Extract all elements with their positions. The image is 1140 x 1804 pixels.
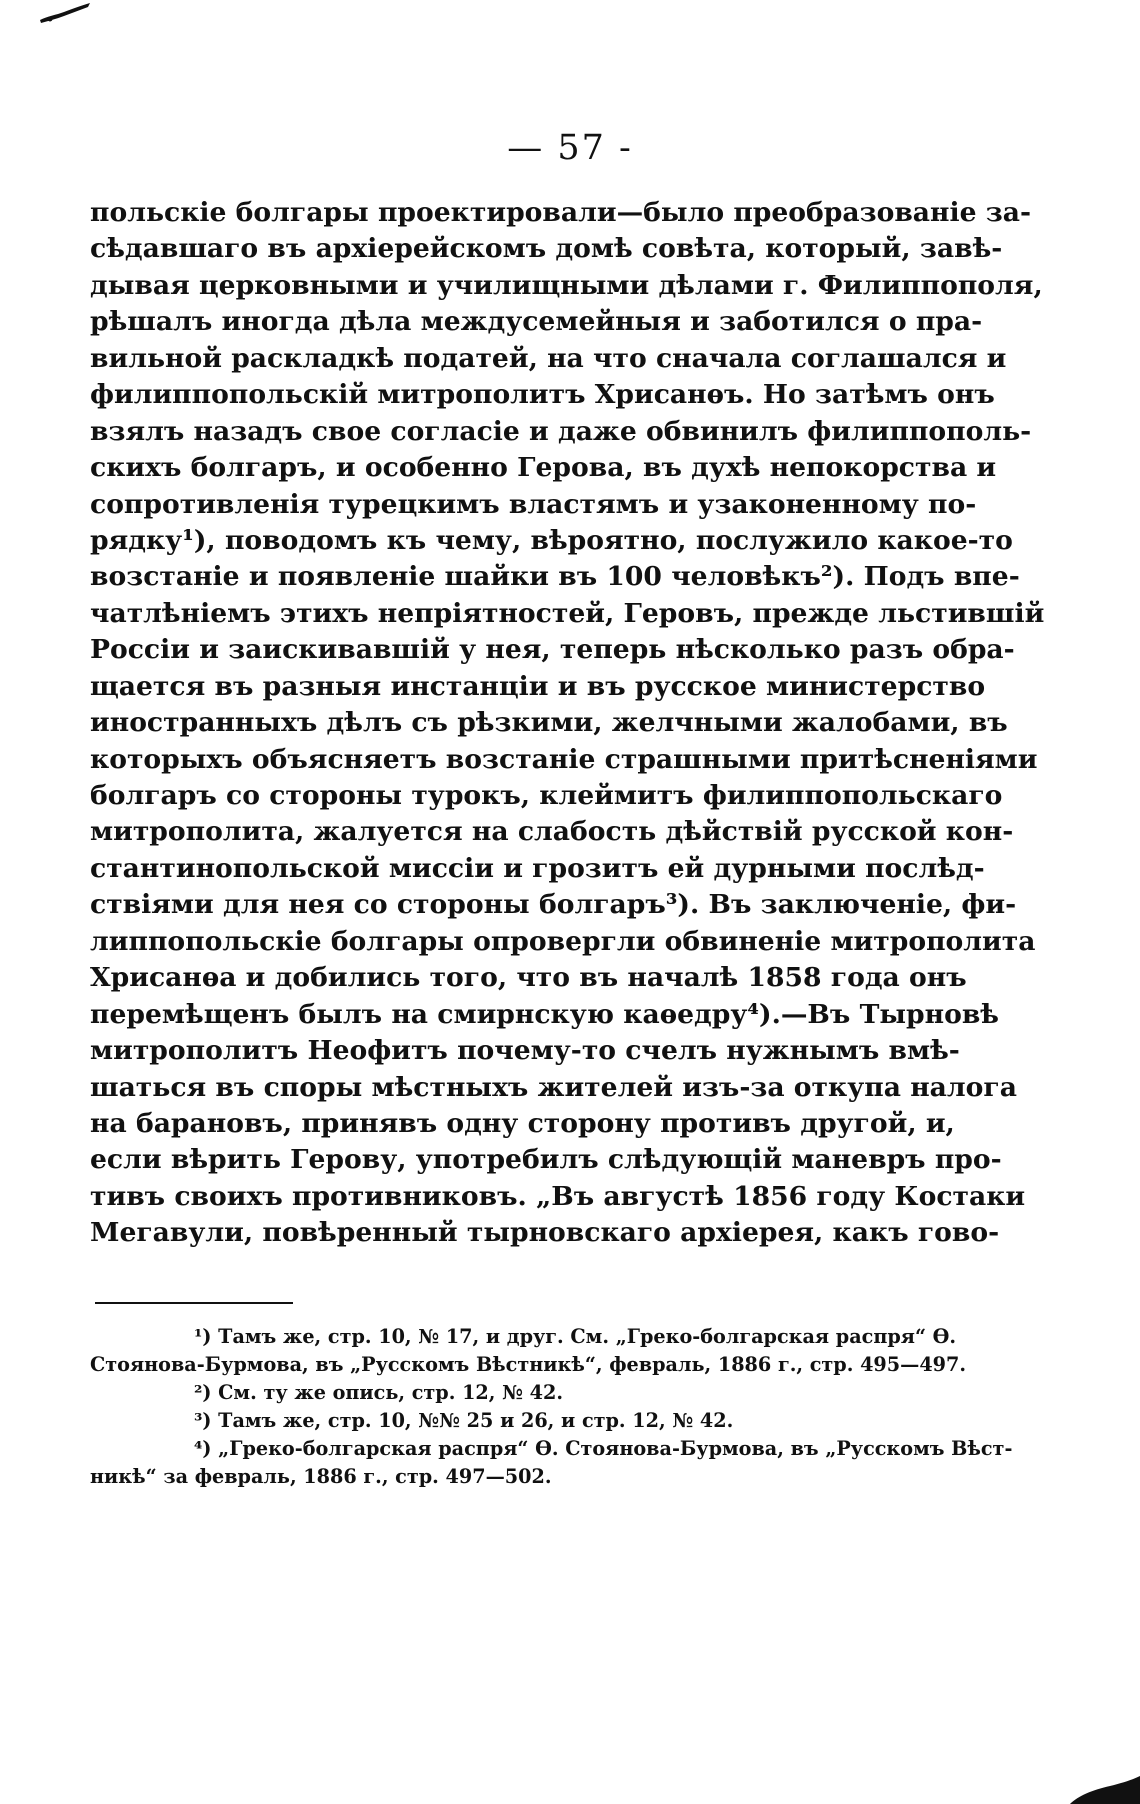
footnote-line: ⁴) „Греко-болгарская распря“ Ѳ. Стоянова-Бурмова, въ „Русскомъ Вѣст- [194,1437,1013,1460]
body-line: дывая церковными и училищными дѣлами г. Филиппополя, [90,269,1043,301]
body-line: польскіе болгары проектировали—было преобразованіе за- [90,197,1032,228]
footnote-line: Стоянова-Бурмова, въ „Русскомъ Вѣстникѣ“, февраль, 1886 г., стр. 495—497. [90,1353,967,1376]
body-line: филиппопольскій митрополитъ Хрисанѳъ. Но затѣмъ онъ [90,379,995,411]
body-line: рѣшалъ иногда дѣла междусемейныя и заботился о пра- [90,306,983,338]
body-line: ствіями для нея со стороны болгаръ³). Въ заключеніе, фи- [90,889,1017,921]
footnotes [90,1323,1013,1491]
body-line: болгаръ со стороны турокъ, клеймитъ филиппопольскаго [90,780,1003,811]
ink-blot-icon [1070,1776,1140,1804]
body-line: Хрисанѳа и добились того, что въ началѣ 1858 года онъ [90,962,967,994]
body-line: Мегавули, повѣренный тырновскаго архіерея, какъ гово- [90,1217,1000,1249]
body-line: взялъ назадъ свое согласіе и даже обвинилъ филиппополь- [90,415,1032,447]
body-line: перемѣщенъ былъ на смирнскую каѳедру⁴).—Въ Тырновѣ [90,998,999,1030]
body-line: митрополитъ Неофитъ почему-то счелъ нужнымъ вмѣ- [90,1035,960,1067]
body-line: чатлѣніемъ этихъ непріятностей, Геровъ, прежде льстившій [90,597,1045,629]
body-line: Россіи и заискивавшій у нея, теперь нѣсколько разъ обра- [90,634,1015,666]
footnote-line: никѣ“ за февраль, 1886 г., стр. 497—502. [90,1465,552,1488]
body-line: сопротивленія турецкимъ властямъ и узаконенному по- [90,488,977,520]
body-line: липпопольскіе болгары опровергли обвиненіе митрополита [90,925,1036,957]
footnote-line: ²) См. ту же опись, стр. 12, № 42. [194,1381,564,1404]
body-line: митрополита, жалуется на слабость дѣйствій русской кон- [90,816,1014,848]
body-line: если вѣрить Герову, употребилъ слѣдующій маневръ про- [90,1144,1002,1176]
body-line: тивъ своихъ противниковъ. „Въ августѣ 1856 году Костаки [90,1180,1026,1212]
body-line: щается въ разныя инстанціи и въ русское министерство [90,670,986,702]
body-line: сѣдавшаго въ архіерейскомъ домѣ совѣта, который, завѣ- [90,233,1003,265]
footnote-divider [95,1302,293,1304]
body-line: иностранныхъ дѣлъ съ рѣзкими, желчными жалобами, въ [90,707,1008,739]
page-number: — 57 - [507,128,633,168]
body-line: шаться въ споры мѣстныхъ жителей изъ-за откупа налога [90,1071,1017,1103]
ink-mark-icon [38,2,92,24]
body-line: на барановъ, принявъ одну сторону противъ другой, и, [90,1107,955,1139]
body-line: скихъ болгаръ, и особенно Герова, въ духѣ непокорства и [90,452,997,484]
body-text [90,195,1045,1252]
body-line: вильной раскладкѣ податей, на что сначала соглашался и [90,342,1007,374]
body-line: возстаніе и появленіе шайки въ 100 человѣкъ²). Подъ впе- [90,561,1020,593]
footnote-line: ³) Тамъ же, стр. 10, №№ 25 и 26, и стр. 12, № 42. [194,1409,734,1432]
body-line: рядку¹), поводомъ къ чему, вѣроятно, послужило какое-то [90,524,1013,556]
footnote-line: ¹) Тамъ же, стр. 10, № 17, и друг. См. „Греко-болгарская распря“ Ѳ. [194,1325,957,1348]
body-line: стантинопольской миссіи и грозитъ ей дурными послѣд- [90,852,985,884]
body-line: которыхъ объясняетъ возстаніе страшными притѣсненіями [90,743,1038,775]
